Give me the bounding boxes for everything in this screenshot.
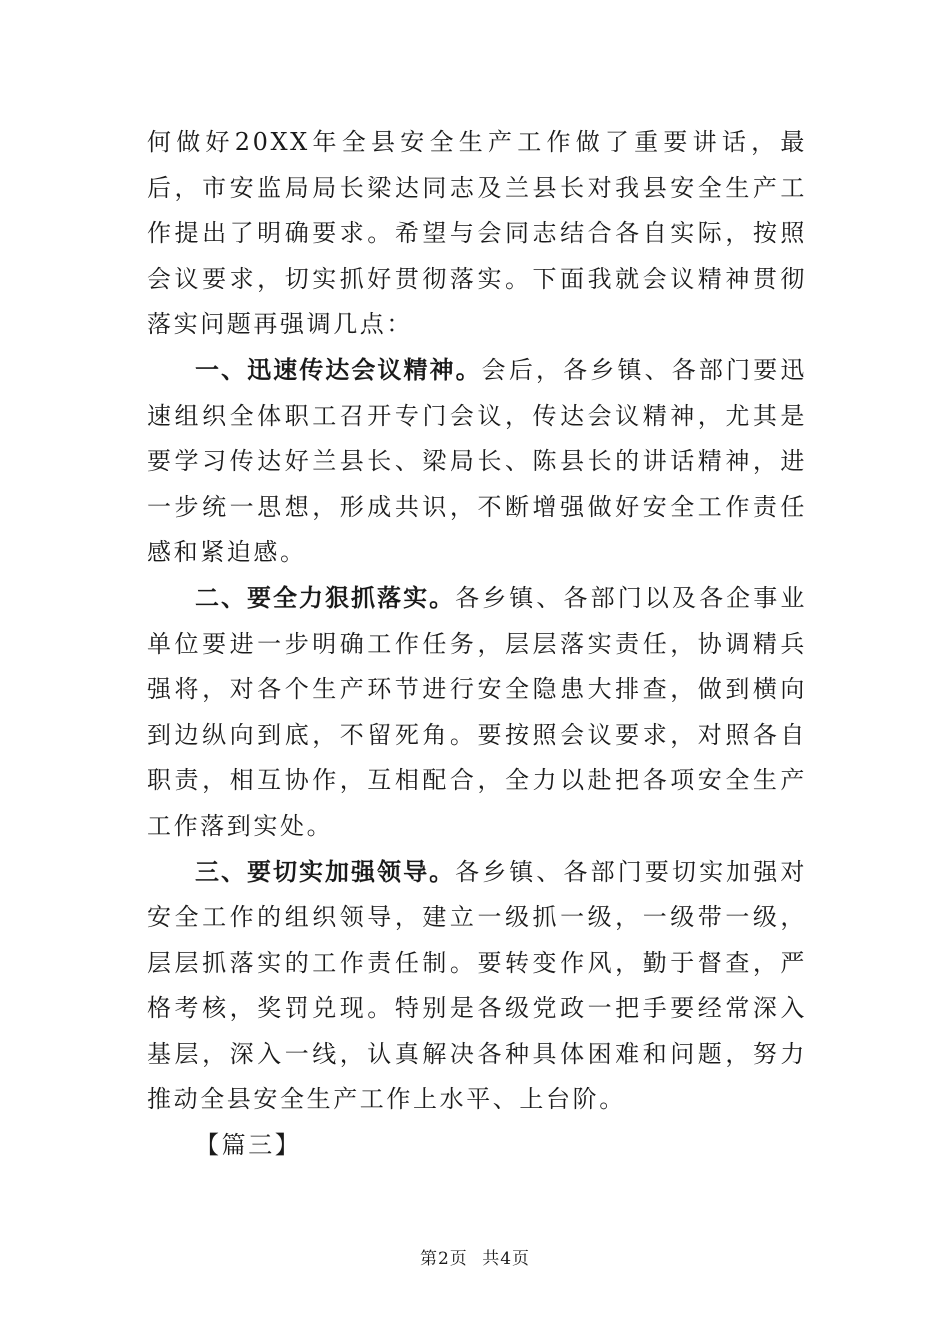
page-number: 第2页 xyxy=(419,1249,468,1269)
paragraph-heading: 一、迅速传达会议精神。 xyxy=(195,355,482,384)
paragraph-text: 各乡镇、各部门以及各企事业单位要进一步明确工作任务，层层落实责任，协调精兵强将，对各个生产环节进行安全隐患大排查，做到横向到边纵向到底，不留死角。要按照会议要求，对照各自职责，相互协作，互相配合，全力以赴把各项安全生产工作落到实处。 xyxy=(147,583,807,840)
paragraph-text: 会后，各乡镇、各部门要迅速组织全体职工召开专门会议，传达会议精神，尤其是要学习传达好兰县长、梁局长、陈县长的讲话精神，进一步统一思想，形成共识，不断增强做好安全工作责任感和紧迫感。 xyxy=(147,355,808,567)
paragraph-intro xyxy=(147,120,807,348)
paragraph-text: 各乡镇、各部门要切实加强对安全工作的组织领导，建立一级抓一级，一级带一级，层层抓落实的工作责任制。要转变作风，勤于督查，严格考核，奖罚兑现。特别是各级党政一把手要经常深入基层，深入一线，认真解决各种具体困难和问题，努力推动全县安全生产工作上水平、上台阶。 xyxy=(147,857,807,1114)
section-heading xyxy=(147,1123,807,1169)
paragraph-text: 何做好20XX年全县安全生产工作做了重要讲话，最后，市安监局局长梁达同志及兰县长对我县安全生产工作提出了明确要求。希望与会同志结合各自实际，按照会议要求，切实抓好贯彻落实。下面我就会议精神贯彻落实问题再强调几点： xyxy=(147,128,807,339)
paragraph-heading: 三、要切实加强领导。 xyxy=(195,857,456,886)
page-footer xyxy=(0,1244,950,1269)
paragraph-section-2 xyxy=(147,576,807,850)
section-mark-text: 【篇三】 xyxy=(195,1131,302,1160)
document-body xyxy=(147,120,807,1169)
paragraph-section-3 xyxy=(147,850,807,1124)
page-total: 共4页 xyxy=(482,1249,531,1269)
paragraph-heading: 二、要全力狠抓落实。 xyxy=(195,583,456,612)
paragraph-section-1 xyxy=(147,348,807,576)
